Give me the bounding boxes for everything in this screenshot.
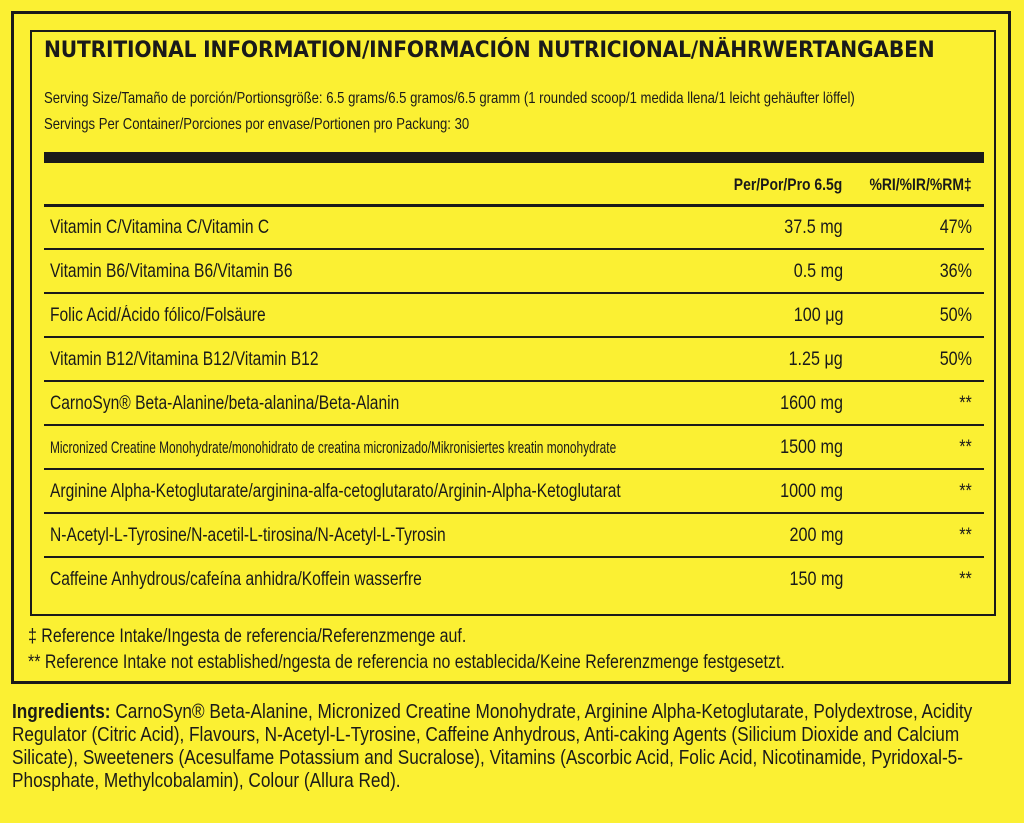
nutrient-amount: 100 μg: [793, 305, 843, 326]
ingredients-block: [12, 700, 1010, 792]
nutrient-amount: 37.5 mg: [784, 217, 843, 238]
table-row: [44, 382, 984, 426]
table-row: [44, 250, 984, 294]
nutrient-ri: **: [959, 481, 972, 502]
nutrient-amount: 1600 mg: [780, 393, 843, 414]
nutrient-name: Vitamin C/Vitamina C/Vitamin C: [50, 217, 270, 238]
table-row: [44, 206, 984, 250]
table-row: [44, 426, 984, 470]
nutrient-name: CarnoSyn® Beta-Alanine/beta-alanina/Beta-Alanin: [50, 393, 400, 414]
nutrient-ri: 47%: [939, 217, 972, 238]
footnote-not-established: ** Reference Intake not established/ngesta de referencia no establecida/Keine Referenzmenge festgesetzt.: [28, 652, 785, 673]
nutrient-ri: **: [959, 569, 972, 590]
serving-size: Serving Size/Tamaño de porción/Portionsgröße: 6.5 grams/6.5 gramos/6.5 gramm (1 rounded scoop/1 medida llena/1 leicht gehäufter löffel): [44, 90, 855, 107]
table-row: [44, 558, 984, 602]
nutrient-amount: 1500 mg: [780, 437, 843, 458]
nutrient-name: Arginine Alpha-Ketoglutarate/arginina-alfa-cetoglutarato/Arginin-Alpha-Ketoglutarat: [50, 481, 621, 502]
column-header-ri: %RI/%IR/%RM‡: [869, 175, 972, 194]
table-row: [44, 338, 984, 382]
servings-per-container: Servings Per Container/Porciones por envase/Portionen pro Packung: 30: [44, 116, 470, 133]
footnote-reference-intake: ‡ Reference Intake/Ingesta de referencia/Referenzmenge auf.: [28, 626, 467, 647]
nutrient-name: Folic Acid/Ácido fólico/Folsäure: [50, 305, 266, 326]
ingredients-label: Ingredients:: [12, 700, 111, 723]
nutrient-ri: 50%: [939, 349, 972, 370]
panel-title: NUTRITIONAL INFORMATION/INFORMACIÓN NUTRICIONAL/NÄHRWERTANGABEN: [44, 38, 935, 63]
header-divider-bar: [44, 152, 984, 163]
nutrient-amount: 1000 mg: [780, 481, 843, 502]
nutrient-name: N-Acetyl-L-Tyrosine/N-acetil-L-tirosina/N-Acetyl-L-Tyrosin: [50, 525, 446, 546]
nutrient-ri: 36%: [939, 261, 972, 282]
ingredients-text: CarnoSyn® Beta-Alanine, Micronized Creatine Monohydrate, Arginine Alpha-Ketoglutarate, Polydextrose, Acidity Regulator (Citric Acid), Flavours, N-Acetyl-L-Tyrosine, Caffeine Anhydrous, Anti-caking Agents (Silicium Dioxide and Calcium Silicate), Sweeteners (Acesulfame Potassium and Sucralose), Vitamins (Ascorbic Acid, Folic Acid, Nicotinamide, Pyridoxal-5-Phosphate, Methylcobalamin), Colour (Allura Red).: [12, 700, 973, 792]
nutrient-ri: **: [959, 525, 972, 546]
nutrient-name: Vitamin B12/Vitamina B12/Vitamin B12: [50, 349, 319, 370]
nutrient-amount: 1.25 μg: [788, 349, 843, 370]
nutrient-amount: 0.5 mg: [793, 261, 843, 282]
column-header-amount: Per/Por/Pro 6.5g: [733, 175, 842, 194]
nutrient-ri: **: [959, 393, 972, 414]
nutrient-amount: 150 mg: [789, 569, 843, 590]
nutrient-name: Vitamin B6/Vitamina B6/Vitamin B6: [50, 261, 293, 282]
nutrient-name: Micronized Creatine Monohydrate/monohidrato de creatina micronizado/Mikronisiertes kreatin monohydrate: [50, 438, 617, 457]
nutrient-ri: 50%: [939, 305, 972, 326]
table-row: [44, 514, 984, 558]
nutrient-name: Caffeine Anhydrous/cafeína anhidra/Koffein wasserfre: [50, 569, 422, 590]
nutrient-amount: 200 mg: [789, 525, 843, 546]
nutrient-ri: **: [959, 437, 972, 458]
table-row: [44, 470, 984, 514]
table-row: [44, 294, 984, 338]
